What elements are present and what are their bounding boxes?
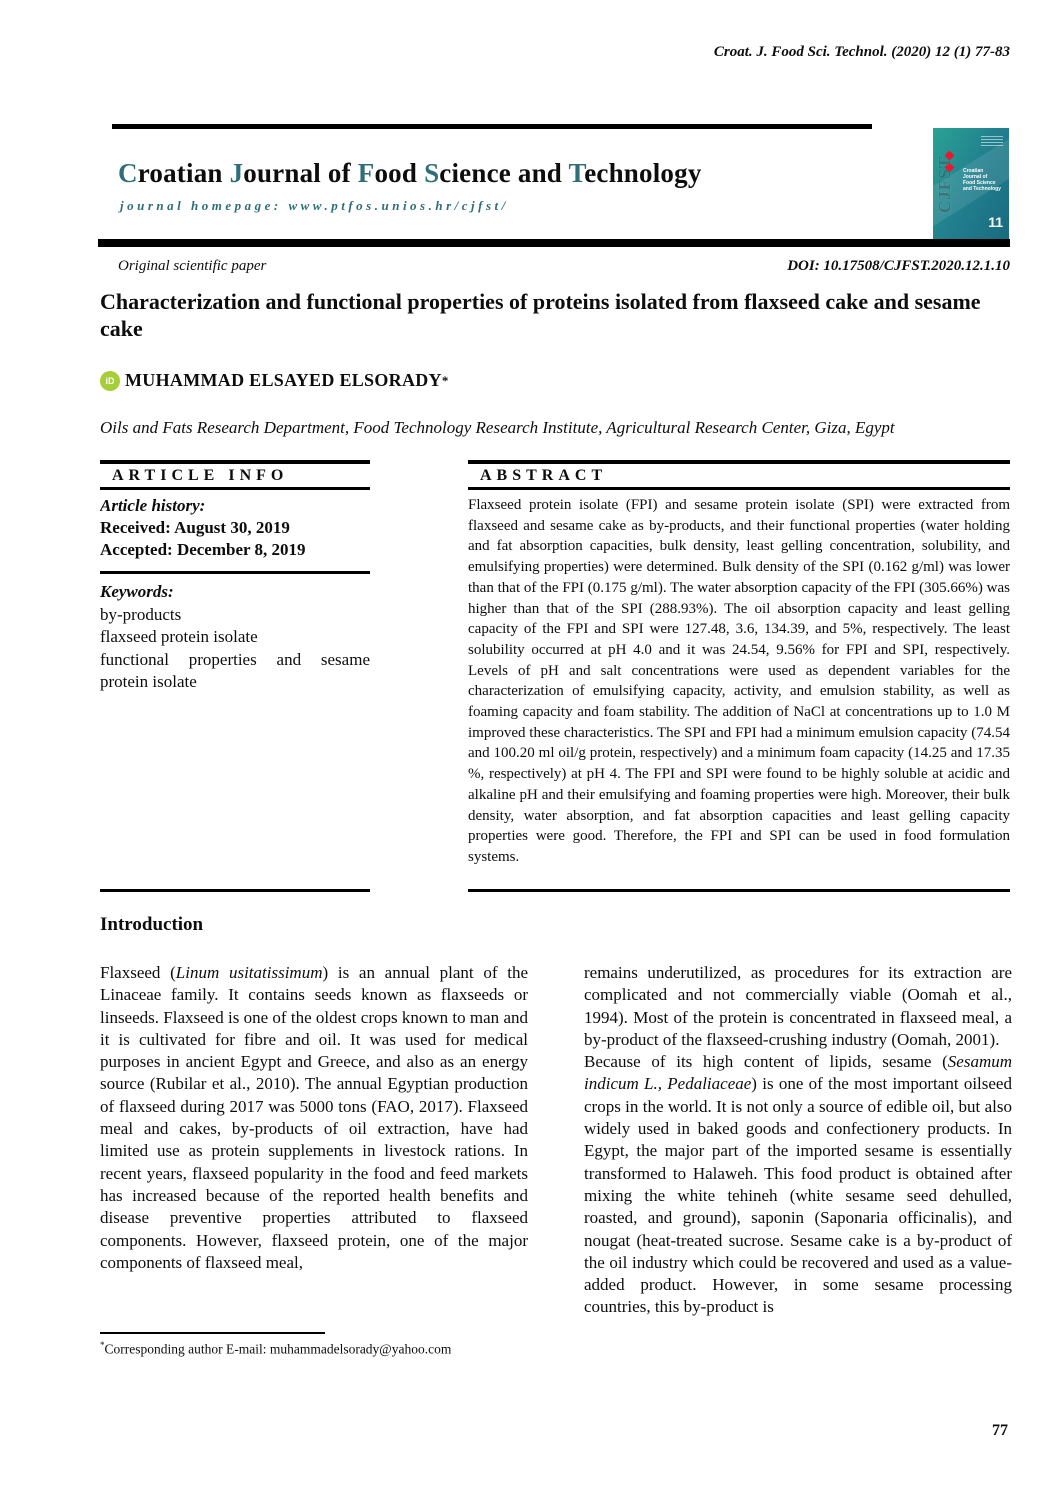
journal-title: Croatian Journal of Food Science and Technology bbox=[118, 158, 702, 188]
abstract-column bbox=[468, 460, 1010, 892]
header-top-rule bbox=[112, 124, 872, 129]
abstract-text: Flaxseed protein isolate (FPI) and sesame protein isolate (SPI) were extracted from flaxseed and sesame cake as by-products, and their functional properties (water holding and fat absorption capacities, bulk density, least gelling concentration, solubility, and emulsifying properties) were determined. Bulk density of the SPI (0.162 g/ml) was lower than that of the FPI (0.175 g/ml). The water absorption capacity of the FPI (305.66%) was higher than that of the SPI (288.93%). The oil absorption capacity and least gelling capacity of the FPI and SPI were 127.48, 3.6, 134.39, and 5%, respectively. The least solubility occurred at pH 4.0 and it was 24.54, 9.56% for FPI and SPI, respectively. Levels of pH and salt concentrations were used as dependent variables for the characterization of emulsifying capacity, activity, and emulsion stability, as well as foaming capacity and foam stability. The addition of NaCl at concentrations up to 1.0 M improved these characteristics. The SPI and FPI had a minimum emulsion capacity (74.54 and 100.20 ml oil/g protein, respectively) and a minimum foam capacity (14.25 and 17.35 %, respectively) at pH 4. The FPI and SPI were found to be highly soluble at acidic and alkaline pH and their emulsifying and foaming properties were high. Moreover, their bulk density, water absorption, and fat absorption capacities and least gelling capacity properties were good. Therefore, the FPI and SPI can be used in food formulation systems. bbox=[468, 497, 1010, 865]
journal-title-initial: F bbox=[357, 158, 375, 188]
journal-title-initial: J bbox=[229, 158, 244, 188]
keywords-label: Keywords: bbox=[100, 582, 174, 601]
accepted-date: Accepted: December 8, 2019 bbox=[100, 540, 306, 559]
page-number: 77 bbox=[992, 1422, 1008, 1439]
info-abstract-section bbox=[100, 460, 1010, 892]
footnote-marker: * bbox=[100, 1340, 105, 1350]
orcid-icon: iD bbox=[100, 371, 120, 391]
journal-title-initial: C bbox=[118, 158, 138, 188]
cover-issue-number: 11 bbox=[988, 214, 1003, 230]
journal-cover-thumbnail bbox=[933, 128, 1009, 244]
article-title: Characterization and functional properties of proteins isolated from flaxseed cake and sesame cake bbox=[100, 289, 981, 341]
introduction-paragraph: Because of its high content of lipids, sesame (Sesamum indicum L., Pedaliaceae) is one of the most important oilseed crops in the world. It is not only a source of edible oil, but also widely used in baked goods and confectionery products. In Egypt, the major part of the imported sesame is essentially transformed to Halaweh. This food product is obtained after mixing the white tehineh (white sesame seed dehulled, roasted, and ground), saponin (Saponaria officinalis), and nougat (heat-treated sucrose. Sesame cake is a by-product of the oil industry which could be recovered and used as a value-added product. However, in some sesame processing countries, this by-product is bbox=[584, 1052, 1012, 1317]
keyword-item: functional properties and sesame protein isolate bbox=[100, 649, 370, 691]
author-name: MUHAMMAD ELSAYED ELSORADY bbox=[125, 370, 442, 390]
paper-type-label: Original scientific paper bbox=[118, 258, 267, 274]
meta-row bbox=[118, 258, 1010, 275]
header-bottom-rule bbox=[98, 239, 1010, 247]
corresponding-author-email: Corresponding author E-mail: muhammadelsorady@yahoo.com bbox=[104, 1341, 452, 1357]
cover-acronym: CJFST bbox=[935, 156, 954, 213]
article-info-heading: ARTICLE INFO bbox=[100, 464, 370, 490]
running-head: Croat. J. Food Sci. Technol. (2020) 12 (1) 77-83 bbox=[713, 44, 1010, 60]
journal-title-initial: T bbox=[568, 158, 585, 188]
introduction-paragraph: remains underutilized, as procedures for its extraction are complicated and not commercially viable (Oomah et al., 1994). Most of the protein is concentrated in flaxseed meal, a by-product of the flaxseed-crushing industry (Oomah, 2001). bbox=[584, 963, 1012, 1049]
author-affiliation: Oils and Fats Research Department, Food Technology Research Institute, Agricultural Research Center, Giza, Egypt bbox=[100, 418, 895, 437]
author-row: iD MUHAMMAD ELSAYED ELSORADY * bbox=[100, 370, 448, 391]
introduction-paragraph: Flaxseed (Linum usitatissimum) is an annual plant of the Linaceae family. It contains seeds known as flaxseeds or linseeds. Flaxseed is one of the oldest crops known to man and it is cultivated for fibre and oil. It was used for medical purposes in ancient Egypt and Greece, and also as an energy source (Rubilar et al., 2010). The annual Egyptian production of flaxseed during 2017 was 5000 tons (FAO, 2017). Flaxseed meal and cakes, by-products of oil extraction, have had limited use as protein supplements in livestock rations. In recent years, flaxseed popularity in the food and feed markets has increased because of the reported health benefits and disease preventive properties attributed to flaxseed components. However, flaxseed protein, one of the major components of flaxseed meal, bbox=[100, 963, 528, 1272]
introduction-left-column bbox=[100, 962, 528, 1274]
journal-homepage-url: journal homepage: www.ptfos.unios.hr/cjfst/ bbox=[120, 198, 509, 213]
keywords-block bbox=[100, 574, 370, 694]
cover-journal-name: Croatian Journal of Food Science and Technology bbox=[963, 168, 1001, 192]
introduction-right-column bbox=[584, 962, 1012, 1319]
doi-text: DOI: 10.17508/CJFST.2020.12.1.10 bbox=[787, 258, 1010, 274]
footnote bbox=[100, 1332, 530, 1358]
footnote-rule bbox=[100, 1332, 325, 1334]
introduction-heading: Introduction bbox=[100, 914, 204, 935]
keyword-item: flaxseed protein isolate bbox=[100, 627, 258, 646]
cover-decorative-text-lines bbox=[981, 136, 1003, 146]
article-history-label: Article history: bbox=[100, 496, 206, 515]
journal-title-initial: S bbox=[424, 158, 440, 188]
article-info-column bbox=[100, 460, 370, 892]
received-date: Received: August 30, 2019 bbox=[100, 518, 290, 537]
article-history-block bbox=[100, 490, 370, 574]
abstract-heading: ABSTRACT bbox=[468, 464, 1010, 490]
keyword-item: by-products bbox=[100, 604, 182, 624]
